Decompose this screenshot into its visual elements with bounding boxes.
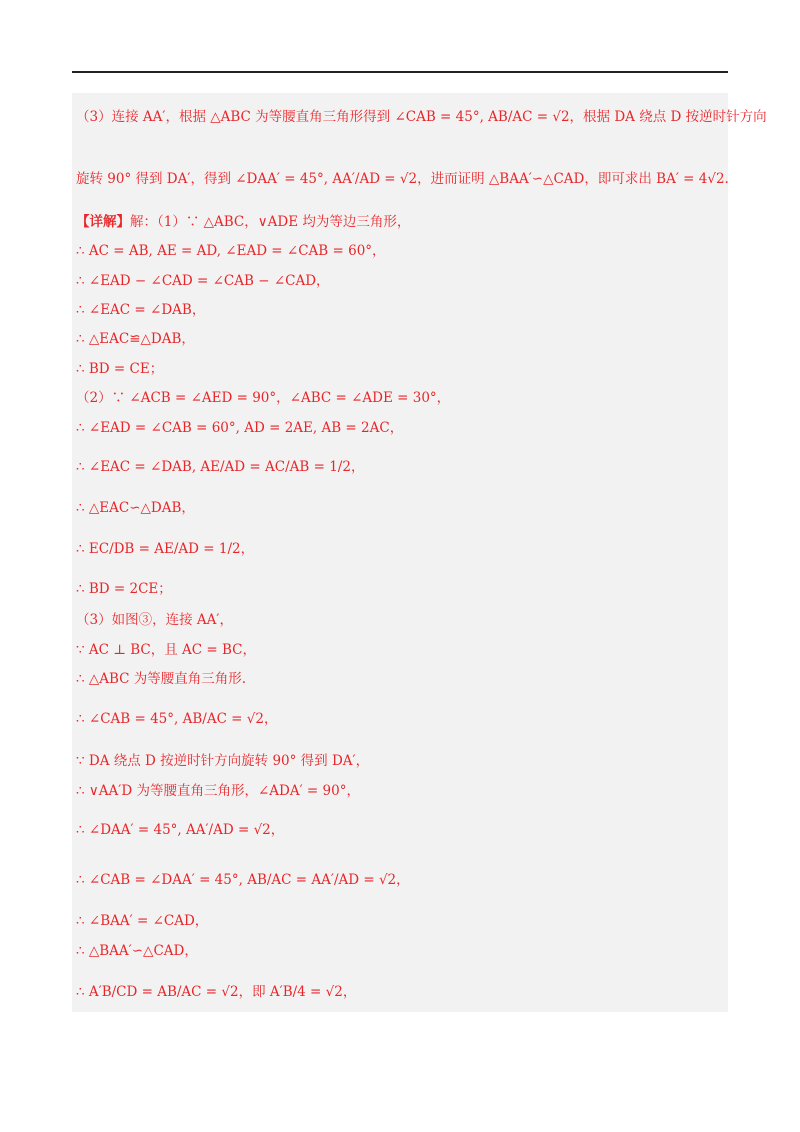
- solution-line-intro-1: （3）连接 AA′，根据 △ABC 为等腰直角三角形得到 ∠CAB = 45°, AB/AC = √2，根据 DA 绕点 D 按逆时针方向: [76, 109, 767, 125]
- solution-line-l15: ∴ △ABC 为等腰直角三角形.: [76, 671, 247, 687]
- solution-line-l23: ∴ A′B/CD = AB/AC = √2，即 A′B/4 = √2，: [76, 984, 357, 1000]
- solution-line-l19: ∴ ∠DAA′ = 45°, AA′/AD = √2，: [76, 822, 285, 838]
- solution-line-l12: ∴ BD = 2CE；: [76, 581, 172, 597]
- solution-line-l6: ∴ BD = CE；: [76, 361, 164, 377]
- solution-line-l3: ∴ ∠EAD − ∠CAD = ∠CAB − ∠CAD，: [76, 273, 330, 289]
- solution-line-l18: ∴ ∨AA′D 为等腰直角三角形，∠ADA′ = 90°，: [76, 783, 360, 799]
- solution-line-l8: ∴ ∠EAD = ∠CAB = 60°, AD = 2AE, AB = 2AC，: [76, 420, 404, 436]
- solution-line-l14: ∵ AC ⊥ BC，且 AC = BC，: [76, 642, 257, 658]
- solution-line-l5: ∴ △EAC≌△DAB，: [76, 331, 195, 347]
- solution-line-l20: ∴ ∠CAB = ∠DAA′ = 45°, AB/AC = AA′/AD = √2，: [76, 872, 410, 888]
- header-rule: [72, 71, 728, 73]
- solution-line-l21: ∴ ∠BAA′ = ∠CAD，: [76, 913, 209, 929]
- solution-line-l9: ∴ ∠EAC = ∠DAB, AE/AD = AC/AB = 1/2，: [76, 459, 365, 475]
- solution-line-l16: ∴ ∠CAB = 45°, AB/AC = √2，: [76, 711, 278, 727]
- solution-line-l13: （3）如图③，连接 AA′，: [76, 612, 233, 628]
- solution-line-l1: 【详解】解：（1）∵ △ABC，∨ADE 均为等边三角形，: [76, 214, 411, 230]
- solution-line-intro-2: 旋转 90° 得到 DA′，得到 ∠DAA′ = 45°, AA′/AD = √2，进而证明 △BAA′∽△CAD，即可求出 BA′ = 4√2.: [76, 171, 729, 187]
- solution-line-l22: ∴ △BAA′∽△CAD，: [76, 943, 198, 959]
- solution-line-l2: ∴ AC = AB, AE = AD, ∠EAD = ∠CAB = 60°，: [76, 243, 386, 259]
- solution-line-l11: ∴ EC/DB = AE/AD = 1/2，: [76, 541, 255, 557]
- solution-line-l10: ∴ △EAC∽△DAB，: [76, 500, 195, 516]
- solution-line-l17: ∵ DA 绕点 D 按逆时针方向旋转 90° 得到 DA′，: [76, 753, 370, 769]
- solution-line-l7: （2）∵ ∠ACB = ∠AED = 90°，∠ABC = ∠ADE = 30°，: [76, 390, 451, 406]
- solution-line-l4: ∴ ∠EAC = ∠DAB，: [76, 302, 206, 318]
